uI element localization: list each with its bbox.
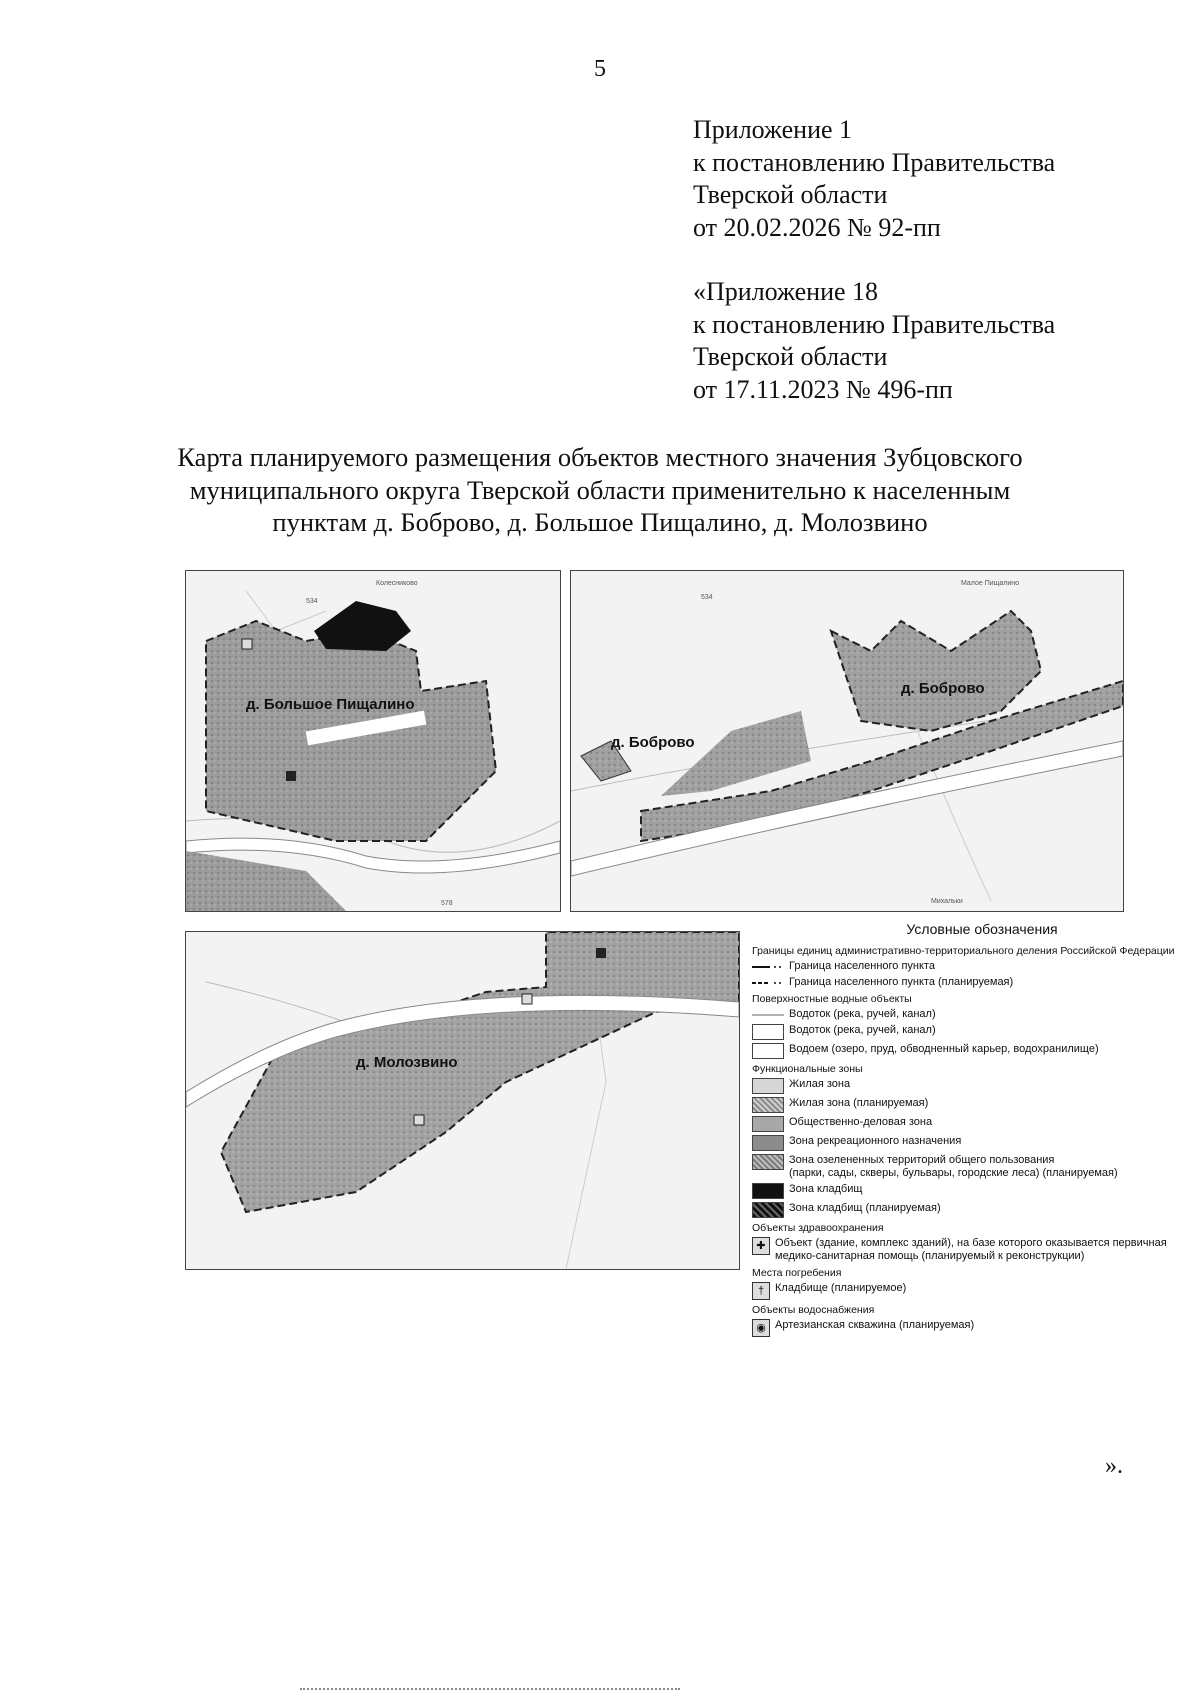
legend-item-public-business (752, 1116, 1192, 1132)
map1-small-1: 534 (306, 598, 318, 605)
cemetery-icon: † (752, 1282, 770, 1300)
document-title (120, 441, 1080, 539)
map2-place-top: Малое Пищалино (961, 580, 1020, 587)
legend-item-water-body (752, 1043, 1192, 1059)
appendix-18-line-4: от 17.11.2023 № 496-пп (693, 374, 953, 404)
legend-label-border-planned: Граница населенного пункта (планируемая) (789, 976, 1014, 988)
legend-item-residential-planned (752, 1097, 1192, 1113)
appendix-18-header (693, 276, 1173, 406)
legend-label-watercourse-area: Водоток (река, ручей, канал) (789, 1024, 936, 1036)
appendix-18-line-3: Тверской области (693, 342, 888, 371)
legend-item-border (752, 960, 1192, 973)
map1-place-top: Колесниково (376, 580, 418, 587)
appendix-18-line-1: «Приложение 18 (693, 277, 879, 306)
legend-item-cemetery-planned (752, 1202, 1192, 1218)
appendix-1-header (693, 114, 1173, 244)
legend-label-watercourse-line: Водоток (река, ручей, канал) (789, 1008, 936, 1020)
green-public-swatch (752, 1154, 784, 1170)
residential-planned-swatch (752, 1097, 784, 1113)
watercourse-line-icon (752, 1008, 784, 1021)
legend-section-burial: Места погребения (752, 1267, 842, 1279)
legend-section-zones: Функциональные зоны (752, 1063, 863, 1075)
map2-place-bottom: Михальки (931, 898, 963, 905)
legend-label-residential: Жилая зона (789, 1078, 851, 1090)
map2-small-1: 534 (701, 594, 713, 601)
legend-item-residential (752, 1078, 1192, 1094)
legend-section-water-supply: Объекты водоснабжения (752, 1304, 875, 1316)
legend-label-residential-planned: Жилая зона (планируемая) (789, 1097, 929, 1109)
legend-title: Условные обозначения (906, 921, 1058, 937)
cemetery-planned-swatch (752, 1202, 784, 1218)
cemetery-swatch (752, 1183, 784, 1199)
recreation-swatch (752, 1135, 784, 1151)
medical-cross-icon: ✚ (752, 1237, 770, 1255)
legend-item-health-object (752, 1237, 1192, 1263)
map2-label-main: д. Боброво (901, 680, 985, 697)
closing-quote: ». (1105, 1453, 1123, 1479)
public-business-swatch (752, 1116, 784, 1132)
map-legend (752, 921, 1192, 1340)
legend-label-artesian-well: Артезианская скважина (планируемая) (775, 1319, 975, 1331)
legend-item-cemetery-object (752, 1282, 1192, 1300)
legend-label-health-object: Объект (здание, комплекс зданий), на базе которого оказывается первичная медико-санитарная помощь (планируемый к реконструкции) (775, 1237, 1167, 1262)
map-bolshoe-pishchalino (185, 570, 561, 912)
document-title-line-1: Карта планируемого размещения объектов местного значения Зубцовского (177, 442, 1023, 472)
legend-label-cemetery: Зона кладбищ (789, 1183, 863, 1195)
document-title-line-2: муниципального округа Тверской области применительно к населенным (189, 474, 1011, 505)
legend-item-watercourse-area (752, 1024, 1192, 1040)
map-bobrovo (570, 570, 1124, 912)
legend-label-recreation: Зона рекреационного назначения (789, 1135, 962, 1147)
legend-label-border: Граница населенного пункта (789, 960, 935, 972)
legend-label-cemetery-planned: Зона кладбищ (планируемая) (789, 1202, 941, 1214)
appendix-1-line-2: к постановлению Правительства (693, 147, 1056, 177)
legend-label-water-body: Водоем (озеро, пруд, обводненный карьер, водохранилище) (789, 1043, 1099, 1055)
legend-item-border-planned (752, 976, 1192, 989)
legend-item-recreation (752, 1135, 1192, 1151)
footer-scan-mark (300, 1688, 680, 1692)
legend-section-borders: Границы единиц административно-территориального деления Российской Федерации (752, 945, 1175, 957)
residential-swatch (752, 1078, 784, 1094)
legend-label-green-public-2: (парки, сады, скверы, бульвары, городские леса) (планируемая) (789, 1167, 1118, 1179)
document-title-line-3: пунктам д. Боброво, д. Большое Пищалино, д. Молозвино (272, 507, 928, 537)
well-icon: ◉ (752, 1319, 770, 1337)
legend-label-public-business: Общественно-деловая зона (789, 1116, 933, 1128)
legend-label-cemetery-object: Кладбище (планируемое) (775, 1282, 907, 1294)
legend-item-green-public (752, 1154, 1192, 1180)
legend-item-cemetery (752, 1183, 1192, 1199)
legend-label-green-public-1: Зона озелененных территорий общего пользования (789, 1154, 1055, 1166)
legend-item-watercourse-line (752, 1008, 1192, 1021)
legend-item-artesian-well (752, 1319, 1192, 1337)
water-body-swatch (752, 1043, 784, 1059)
map3-label: д. Молозвино (356, 1054, 458, 1071)
border-line-icon (752, 960, 784, 973)
map2-label-left: д. Боброво (611, 734, 695, 751)
appendix-1-line-1: Приложение 1 (693, 115, 853, 144)
map1-label: д. Большое Пищалино (246, 696, 415, 713)
appendix-1-line-3: Тверской области (693, 180, 888, 209)
watercourse-area-swatch (752, 1024, 784, 1040)
border-planned-line-icon (752, 976, 784, 989)
legend-section-water: Поверхностные водные объекты (752, 993, 912, 1005)
appendix-18-line-2: к постановлению Правительства (693, 309, 1056, 339)
map-molozvino (185, 931, 740, 1270)
legend-section-health: Объекты здравоохранения (752, 1222, 884, 1234)
map1-small-2: 578 (441, 900, 453, 907)
page-number: 5 (594, 56, 606, 82)
appendix-1-line-4: от 20.02.2026 № 92-пп (693, 212, 941, 242)
